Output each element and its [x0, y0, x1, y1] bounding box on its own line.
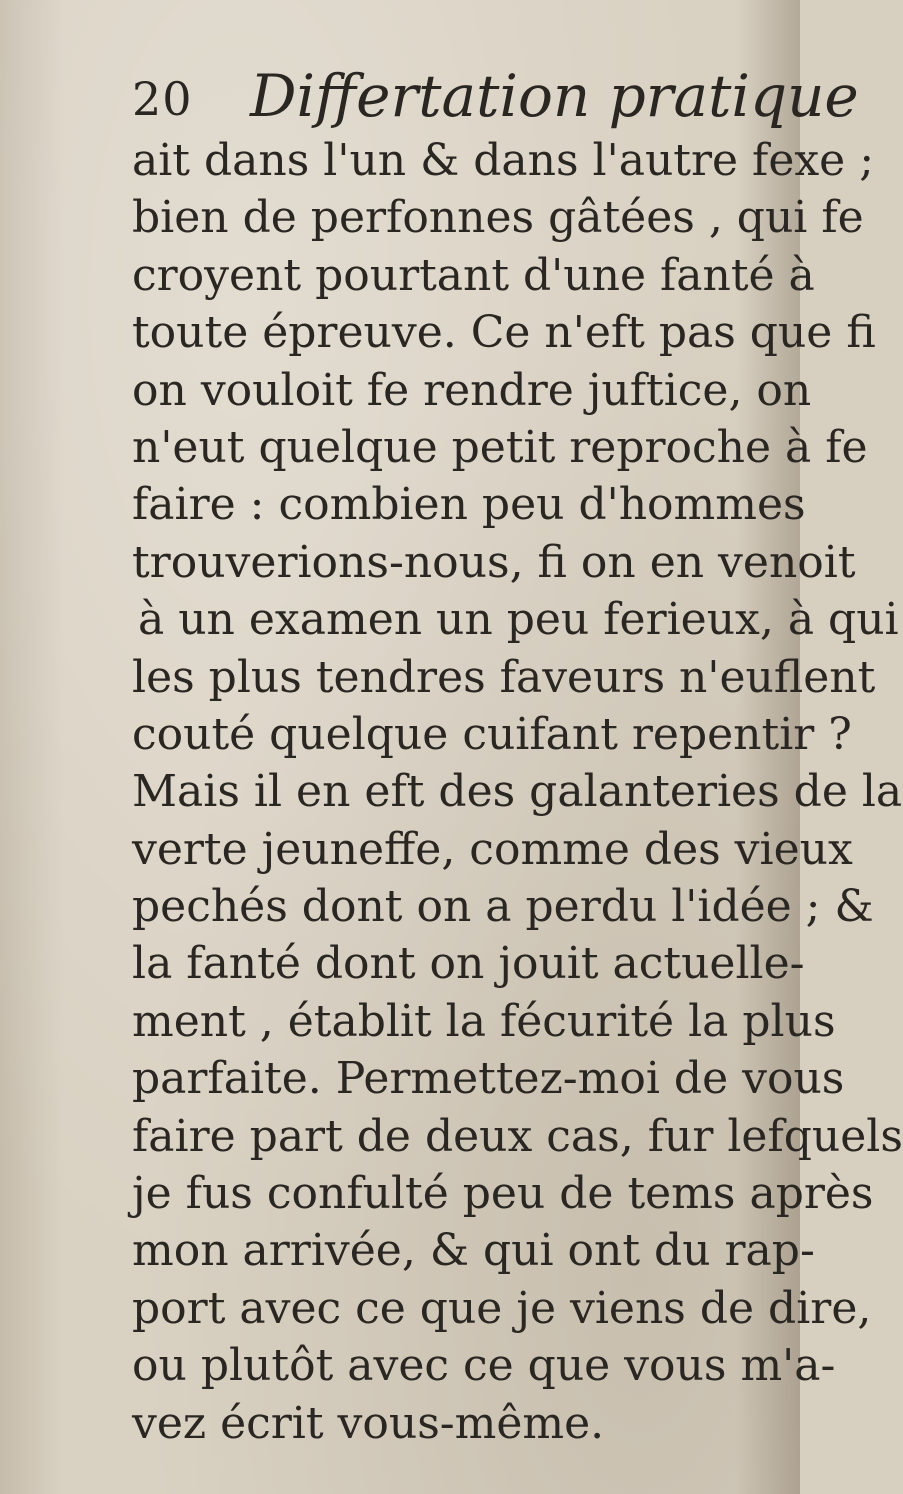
text-line: ou plutôt avec ce que vous m'a-: [132, 1340, 836, 1392]
text-line: toute épreuve. Ce n'eft pas que fi: [132, 307, 876, 359]
text-line: trouverions-nous, fi on en venoit: [132, 536, 856, 588]
text-line: faire part de deux cas, fur lefquels: [132, 1110, 903, 1162]
running-title: Differtation pratique: [250, 62, 859, 130]
body-text: [132, 132, 903, 1452]
text-line: croyent pourtant d'une fanté à: [132, 249, 815, 301]
text-line: les plus tendres faveurs n'euflent: [132, 651, 876, 703]
text-line: faire : combien peu d'hommes: [132, 479, 806, 531]
text-line: ment , établit la fécurité la plus: [132, 995, 836, 1047]
text-line: vez écrit vous-même.: [132, 1397, 605, 1449]
text-line: verte jeuneffe, comme des vieux: [132, 823, 853, 875]
text-line: mon arrivée, & qui ont du rap-: [132, 1225, 815, 1277]
text-line: bien de perfonnes gâtées , qui fe: [132, 192, 864, 244]
text-line: parfaite. Permettez-moi de vous: [132, 1053, 845, 1105]
text-line: je fus confulté peu de tems après: [132, 1168, 874, 1220]
text-line: on vouloit fe rendre juftice, on: [132, 364, 812, 416]
text-line: la fanté dont on jouit actuelle-: [132, 938, 805, 990]
page-header: [132, 62, 859, 132]
text-line: couté quelque cuifant repentir ?: [132, 708, 852, 760]
text-line: n'eut quelque petit reproche à fe: [132, 421, 868, 473]
text-line: Mais il en eft des galanteries de la: [132, 766, 903, 818]
text-line: pechés dont on a perdu l'idée ; &: [132, 881, 874, 933]
text-line: ait dans l'un & dans l'autre fexe ;: [132, 135, 875, 186]
page-number: 20: [132, 72, 193, 126]
text-line: port avec ce que je viens de dire,: [132, 1282, 872, 1334]
text-line: à un examen un peu ferieux, à qui: [138, 594, 899, 646]
